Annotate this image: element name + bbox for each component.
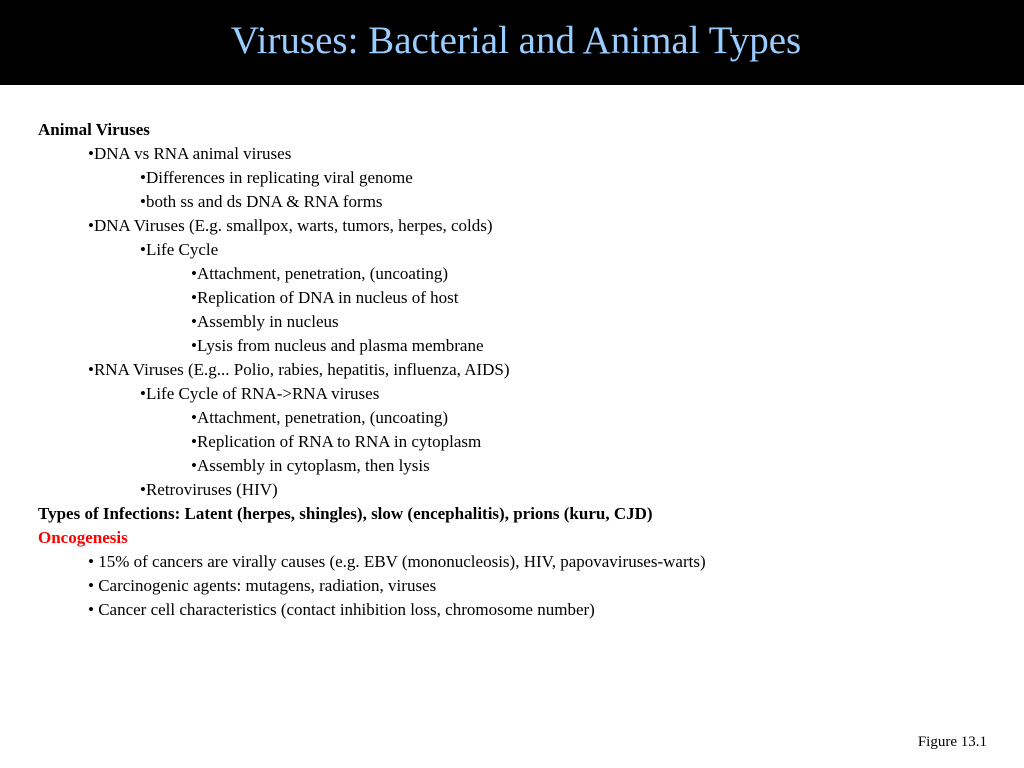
bullet-item: •DNA vs RNA animal viruses bbox=[88, 144, 292, 163]
slide-body bbox=[38, 118, 998, 622]
bullet-item: •RNA Viruses (E.g... Polio, rabies, hepatitis, influenza, AIDS) bbox=[88, 360, 510, 379]
section-heading: Types of Infections: Latent (herpes, shingles), slow (encephalitis), prions (kuru, CJD) bbox=[38, 504, 653, 523]
bullet-item: •Attachment, penetration, (uncoating) bbox=[191, 264, 449, 283]
bullet-item: •Replication of RNA to RNA in cytoplasm bbox=[191, 432, 482, 451]
title-bar bbox=[0, 0, 1024, 85]
slide-title: Viruses: Bacterial and Animal Types bbox=[230, 19, 802, 62]
bullet-item: •Differences in replicating viral genome bbox=[140, 168, 413, 187]
bullet-item: •both ss and ds DNA & RNA forms bbox=[140, 192, 383, 211]
bullet-item: •DNA Viruses (E.g. smallpox, warts, tumors, herpes, colds) bbox=[88, 216, 493, 235]
section-heading: Animal Viruses bbox=[38, 120, 150, 139]
bullet-item: •Retroviruses (HIV) bbox=[140, 480, 278, 499]
bullet-item: •Assembly in cytoplasm, then lysis bbox=[191, 456, 430, 475]
bullet-item: •Life Cycle bbox=[140, 240, 219, 259]
figure-reference: Figure 13.1 bbox=[917, 734, 987, 750]
bullet-item: •Attachment, penetration, (uncoating) bbox=[191, 408, 449, 427]
bullet-item: •Lysis from nucleus and plasma membrane bbox=[191, 336, 484, 355]
bullet-item: • Cancer cell characteristics (contact inhibition loss, chromosome number) bbox=[88, 600, 595, 619]
bullet-item: •Assembly in nucleus bbox=[191, 312, 339, 331]
bullet-item: •Replication of DNA in nucleus of host bbox=[191, 288, 459, 307]
bullet-item: •Life Cycle of RNA->RNA viruses bbox=[140, 384, 380, 403]
bullet-item: • 15% of cancers are virally causes (e.g. EBV (mononucleosis), HIV, papovaviruses-warts) bbox=[88, 552, 706, 571]
bullet-item: • Carcinogenic agents: mutagens, radiation, viruses bbox=[88, 576, 437, 595]
section-heading: Oncogenesis bbox=[38, 528, 128, 547]
